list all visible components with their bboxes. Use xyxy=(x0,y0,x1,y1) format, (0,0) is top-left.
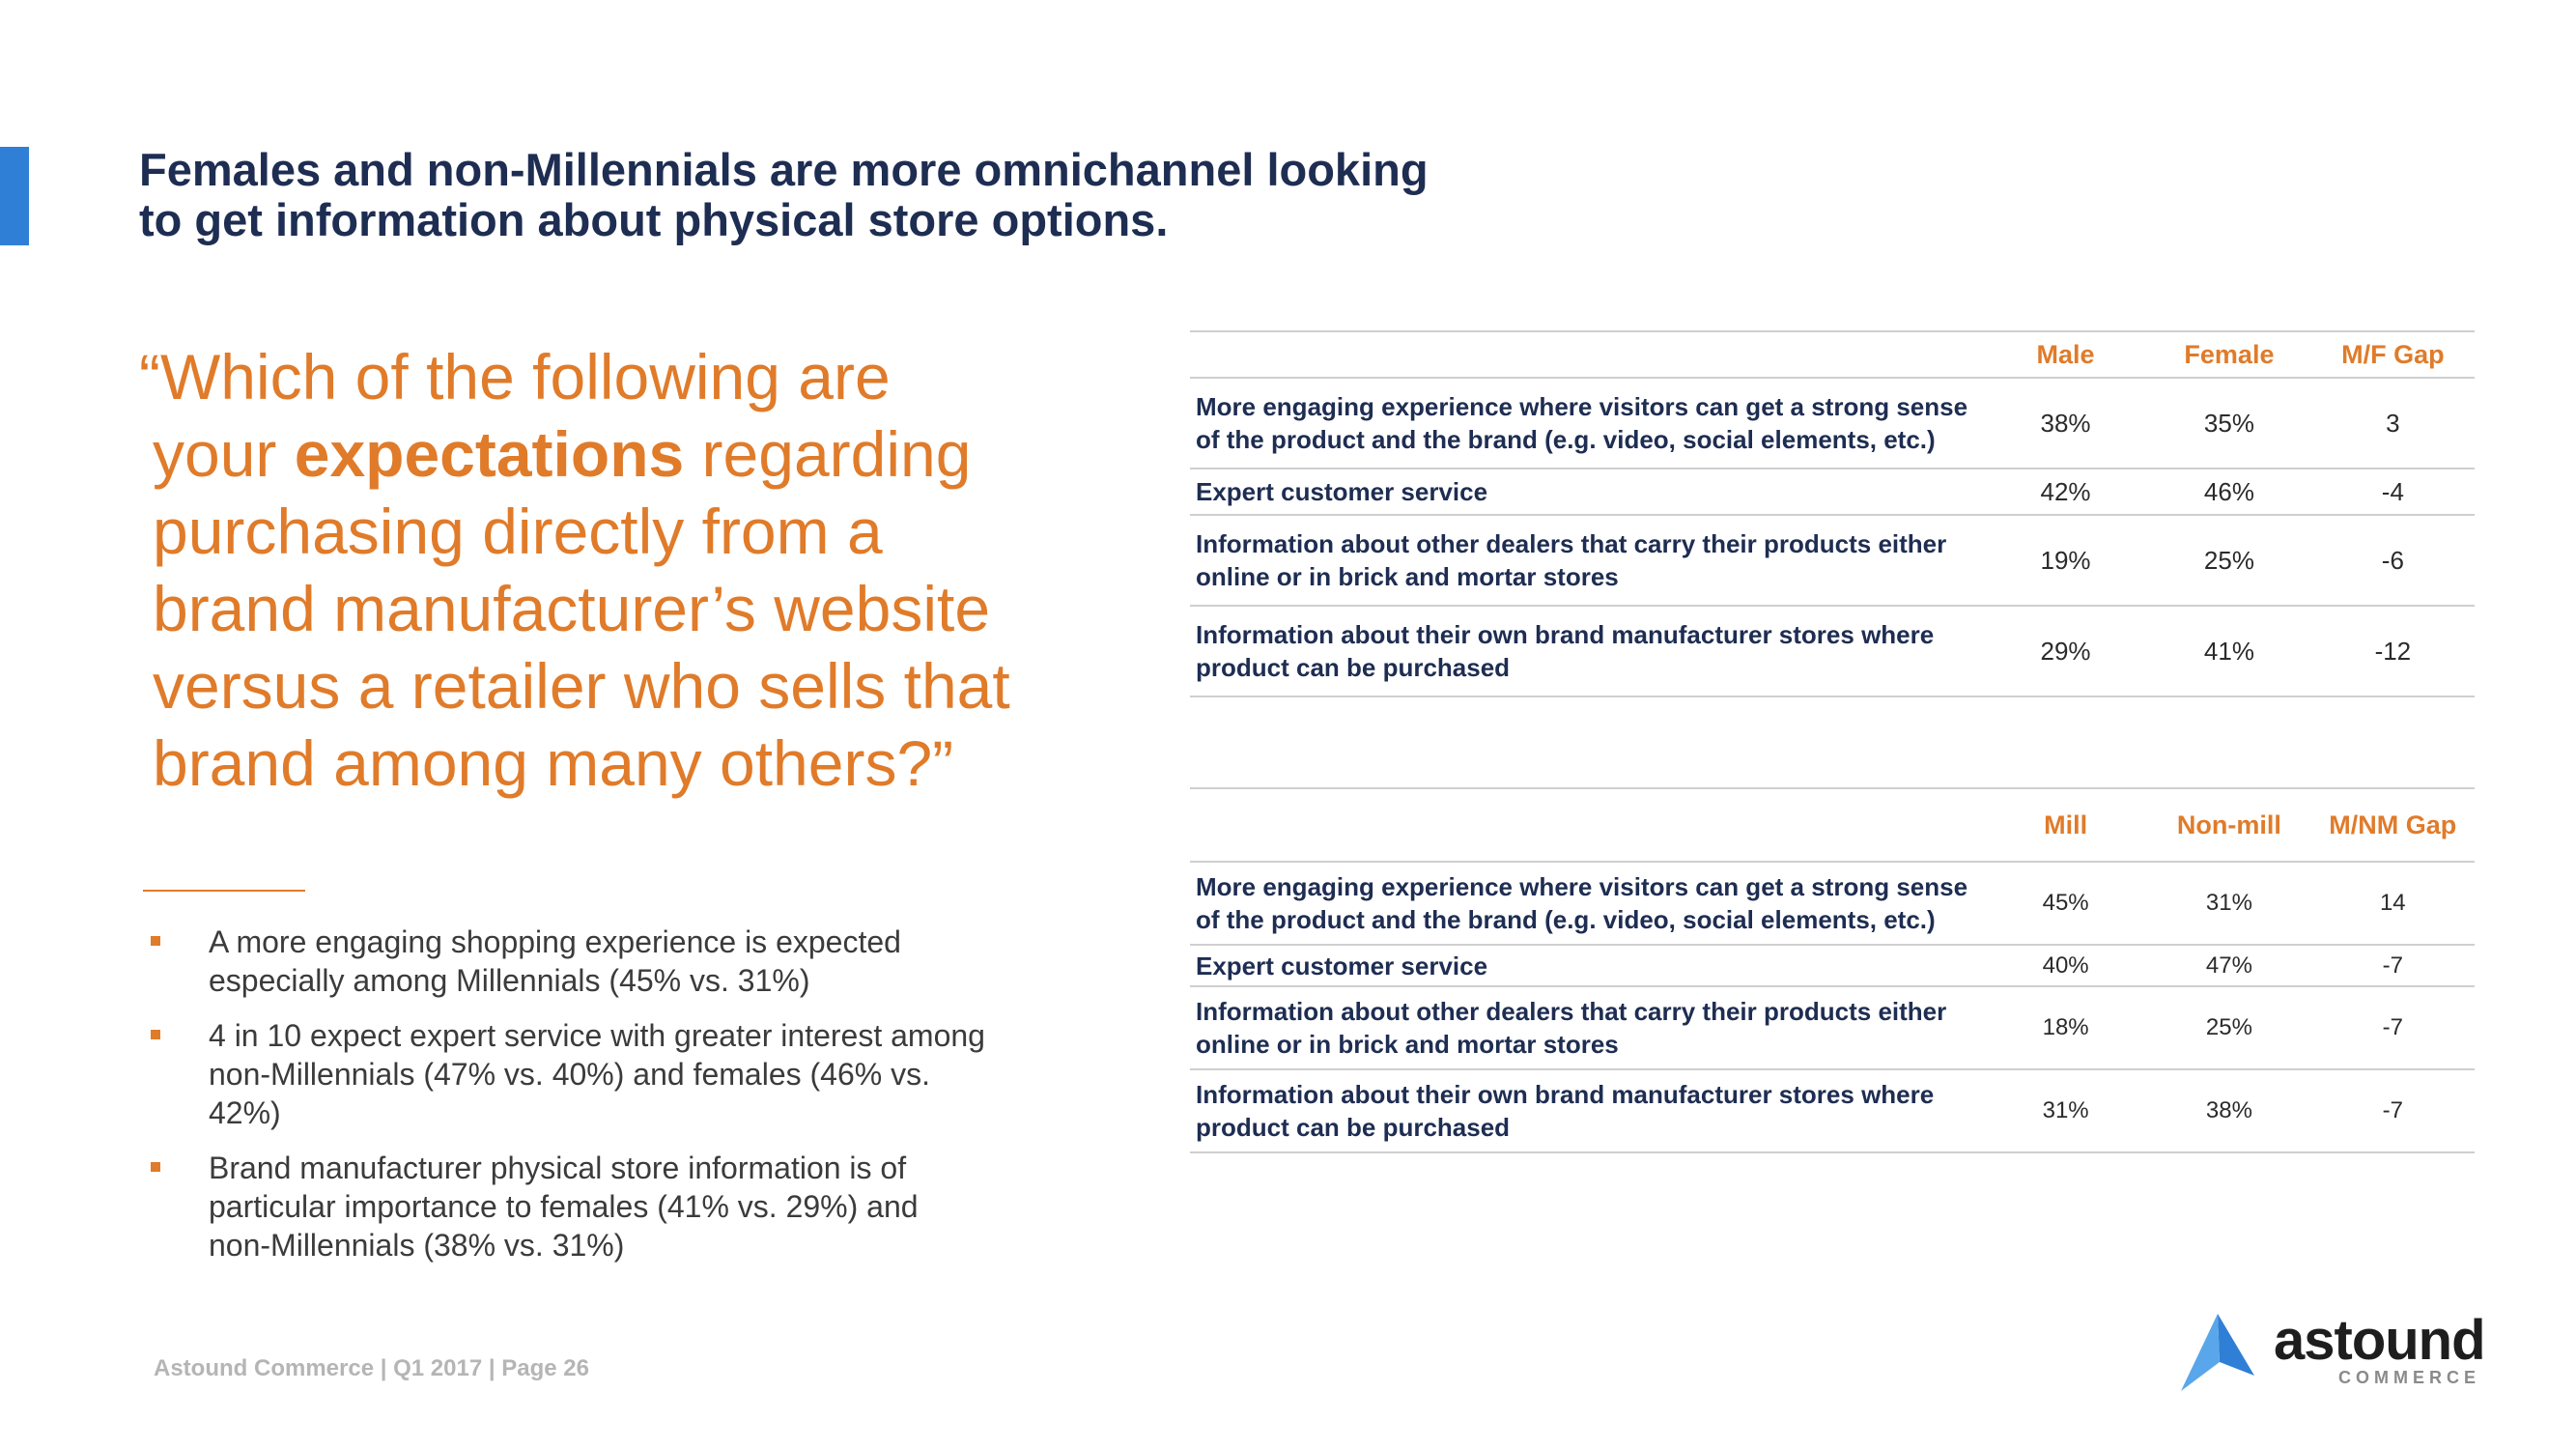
column-header: Non-mill xyxy=(2147,788,2310,862)
table-cell: -7 xyxy=(2311,945,2475,986)
row-label-line: More engaging experience where visitors can get a strong sense xyxy=(1196,392,1968,421)
row-label-line: product can be purchased xyxy=(1196,653,1511,682)
row-label-line: online or in brick and mortar stores xyxy=(1196,1030,1619,1059)
row-label-line: Information about their own brand manufacturer stores where xyxy=(1196,1080,1935,1109)
question-line-5: versus a retailer who sells that xyxy=(153,650,1010,722)
row-label xyxy=(1190,986,1984,1069)
table-row xyxy=(1190,378,2475,469)
divider xyxy=(143,890,305,892)
table-row xyxy=(1190,1069,2475,1152)
table-cell: 29% xyxy=(1984,606,2147,696)
table-row xyxy=(1190,862,2475,945)
row-label-line: product can be purchased xyxy=(1196,1113,1511,1142)
table-cell: 45% xyxy=(1984,862,2147,945)
question-emphasis: expectations xyxy=(294,418,685,490)
column-header: Female xyxy=(2147,331,2311,378)
table-cell: 46% xyxy=(2147,469,2311,515)
question-line-2-pre: your xyxy=(153,418,295,490)
table-cell: 14 xyxy=(2311,862,2475,945)
row-label-line: More engaging experience where visitors can get a strong sense xyxy=(1196,872,1968,901)
table-cell: -6 xyxy=(2311,515,2475,606)
table-cell: -7 xyxy=(2311,1069,2475,1152)
table-cell: 31% xyxy=(1984,1069,2147,1152)
table-cell: -12 xyxy=(2311,606,2475,696)
table-header-row xyxy=(1190,331,2475,378)
row-label-line: Information about their own brand manufacturer stores where xyxy=(1196,620,1935,649)
table-cell: 35% xyxy=(2147,378,2311,469)
row-label: Expert customer service xyxy=(1190,469,1984,515)
square-bullet-icon xyxy=(151,1162,160,1172)
page-footer: Astound Commerce | Q1 2017 | Page 26 xyxy=(154,1355,589,1381)
question-line-2 xyxy=(139,415,1066,493)
row-label xyxy=(1190,606,1984,696)
page-title-line-1: Females and non-Millennials are more omnichannel looking xyxy=(139,144,1429,195)
header-spacer xyxy=(1190,788,1984,862)
page-title-line-2: to get information about physical store options. xyxy=(139,194,1169,245)
table-row xyxy=(1190,469,2475,515)
table-cell: -4 xyxy=(2311,469,2475,515)
list-item xyxy=(145,1016,985,1132)
table-row xyxy=(1190,515,2475,606)
column-header: M/NM Gap xyxy=(2311,788,2475,862)
survey-question xyxy=(139,338,1066,802)
accent-bar xyxy=(0,147,29,245)
list-item xyxy=(145,1149,985,1264)
row-label xyxy=(1190,515,1984,606)
table-cell: 25% xyxy=(2147,986,2310,1069)
finding-text: 4 in 10 expect expert service with greater interest among non-Millennials (47% vs. 40%) and females (46% vs. 42%) xyxy=(209,1018,985,1130)
page-title xyxy=(139,145,1588,245)
row-label-line: of the product and the brand (e.g. video, social elements, etc.) xyxy=(1196,905,1936,934)
astound-logo xyxy=(2181,1309,2485,1391)
row-label xyxy=(1190,378,1984,469)
table-cell: 38% xyxy=(1984,378,2147,469)
table-cell: 19% xyxy=(1984,515,2147,606)
table-cell: 40% xyxy=(1984,945,2147,986)
table-cell: 25% xyxy=(2147,515,2311,606)
table-cell: 18% xyxy=(1984,986,2147,1069)
list-item xyxy=(145,923,985,1000)
logo-wordmark: astound xyxy=(2274,1309,2485,1372)
question-line-2-post: regarding xyxy=(684,418,972,490)
table-row xyxy=(1190,986,2475,1069)
column-header: Male xyxy=(1984,331,2147,378)
table-cell: 31% xyxy=(2147,862,2310,945)
column-header: M/F Gap xyxy=(2311,331,2475,378)
table-cell: 42% xyxy=(1984,469,2147,515)
question-line-3: purchasing directly from a xyxy=(153,496,883,567)
row-label-line: online or in brick and mortar stores xyxy=(1196,562,1619,591)
table-cell: 41% xyxy=(2147,606,2311,696)
row-label-line: Information about other dealers that carry their products either xyxy=(1196,997,1947,1026)
table-row xyxy=(1190,606,2475,696)
column-header: Mill xyxy=(1984,788,2147,862)
row-label xyxy=(1190,862,1984,945)
row-label-line: of the product and the brand (e.g. video, social elements, etc.) xyxy=(1196,425,1936,454)
square-bullet-icon xyxy=(151,936,160,946)
row-label: Expert customer service xyxy=(1190,945,1984,986)
question-line-6: brand among many others?” xyxy=(153,727,954,799)
question-line-4: brand manufacturer’s website xyxy=(153,573,991,644)
row-label-line: Information about other dealers that carry their products either xyxy=(1196,529,1947,558)
triangle-logo-icon xyxy=(2181,1314,2254,1391)
header-spacer xyxy=(1190,331,1984,378)
gender-table xyxy=(1190,330,2475,697)
table-cell: 47% xyxy=(2147,945,2310,986)
table-header-row xyxy=(1190,788,2475,862)
table-row xyxy=(1190,945,2475,986)
square-bullet-icon xyxy=(151,1030,160,1039)
table-cell: -7 xyxy=(2311,986,2475,1069)
finding-text: A more engaging shopping experience is expected especially among Millennials (45% vs. 31%) xyxy=(209,924,901,998)
table-cell: 3 xyxy=(2311,378,2475,469)
key-findings-list xyxy=(145,923,985,1281)
question-line-1: “Which of the following are xyxy=(139,341,891,412)
finding-text: Brand manufacturer physical store information is of particular importance to females (41% vs. 29%) and non-Millennials (38% vs. 31%) xyxy=(209,1151,919,1263)
table-cell: 38% xyxy=(2147,1069,2310,1152)
generation-table xyxy=(1190,787,2475,1153)
row-label xyxy=(1190,1069,1984,1152)
logo-subtitle: COMMERCE xyxy=(2338,1368,2480,1387)
